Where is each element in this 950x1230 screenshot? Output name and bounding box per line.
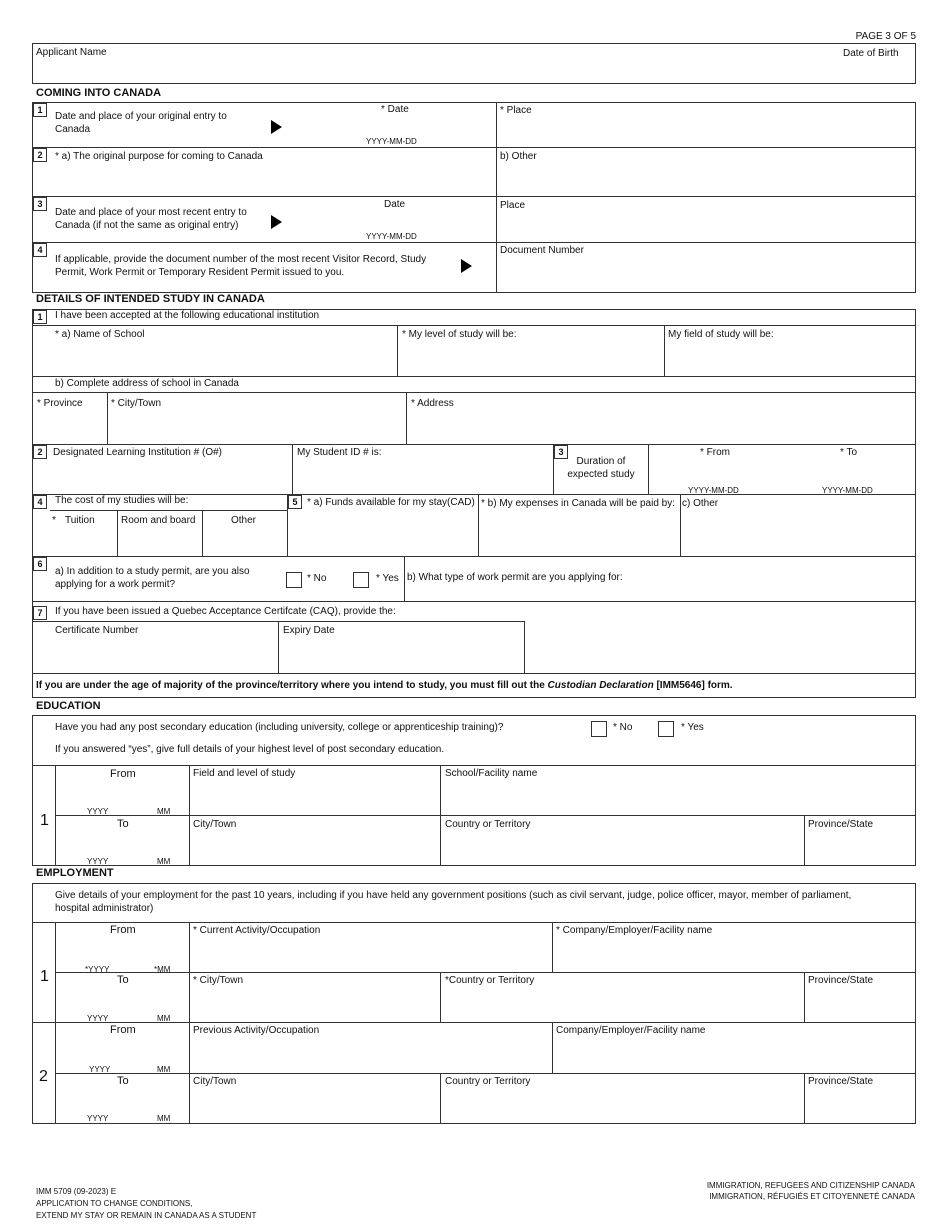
study-q4-number: 4 bbox=[33, 495, 47, 509]
emp2-to-yyyy[interactable]: YYYY bbox=[87, 1114, 109, 1123]
applicant-header-field[interactable] bbox=[32, 43, 916, 84]
emp2-activity-label[interactable]: Previous Activity/Occupation bbox=[193, 1025, 320, 1036]
caq-certificate-label[interactable]: Certificate Number bbox=[55, 625, 139, 636]
section-study-title: DETAILS OF INTENDED STUDY IN CANADA bbox=[36, 293, 265, 305]
emp1-company-label[interactable]: * Company/Employer/Facility name bbox=[556, 925, 713, 936]
applicant-name-label: Applicant Name bbox=[36, 47, 107, 58]
study-q1-label: I have been accepted at the following educational institution bbox=[55, 310, 320, 321]
study-to-format: YYYY-MM-DD bbox=[822, 486, 873, 495]
study-field-label[interactable]: My field of study will be: bbox=[668, 329, 774, 340]
education-yes-label: * Yes bbox=[681, 722, 704, 733]
coming-q3-date-format: YYYY-MM-DD bbox=[366, 232, 417, 241]
edu-from-label: From bbox=[110, 768, 136, 780]
employment-row1-number: 1 bbox=[40, 968, 49, 985]
emp2-from-mm[interactable]: MM bbox=[157, 1065, 171, 1074]
study-q1-number: 1 bbox=[33, 310, 47, 324]
study-from-label[interactable]: * From bbox=[700, 447, 730, 458]
coming-q1-number: 1 bbox=[33, 103, 47, 117]
study-address-heading: b) Complete address of school in Canada bbox=[55, 378, 239, 389]
study-tuition-label[interactable]: Tuition bbox=[65, 515, 95, 526]
edu-country-label[interactable]: Country or Territory bbox=[445, 819, 531, 830]
section-employment-title: EMPLOYMENT bbox=[36, 867, 114, 879]
edu-field-label[interactable]: Field and level of study bbox=[193, 768, 296, 779]
study-other-paid-label[interactable]: c) Other bbox=[682, 498, 719, 509]
study-q6-number: 6 bbox=[33, 557, 47, 571]
emp2-from-label: From bbox=[110, 1024, 136, 1036]
edu-province-label[interactable]: Province/State bbox=[808, 819, 874, 830]
study-school-label[interactable]: * a) Name of School bbox=[55, 329, 145, 340]
education-no-checkbox[interactable] bbox=[591, 721, 607, 737]
education-followup: If you answered “yes”, give full details of your highest level of post secondary education. bbox=[55, 744, 445, 755]
study-q3-number: 3 bbox=[554, 445, 568, 459]
emp1-from-mm[interactable]: *MM bbox=[154, 965, 171, 974]
section-education-title: EDUCATION bbox=[36, 700, 101, 712]
education-question: Have you had any post secondary education (including university, college or apprenticeship training)? bbox=[55, 722, 504, 733]
edu-from-yyyy[interactable]: YYYY bbox=[87, 807, 109, 816]
work-permit-type-label[interactable]: b) What type of work permit are you applying for: bbox=[407, 572, 623, 583]
study-province-label[interactable]: * Province bbox=[37, 398, 83, 409]
coming-q1-date-format: YYYY-MM-DD bbox=[366, 137, 417, 146]
study-q2-number: 2 bbox=[33, 445, 47, 459]
arrow-right-icon bbox=[461, 259, 472, 273]
footer-form-id: IMM 5709 (09-2023) E bbox=[36, 1187, 117, 1196]
caq-expiry-label[interactable]: Expiry Date bbox=[283, 625, 335, 636]
emp2-province-label[interactable]: Province/State bbox=[808, 1076, 874, 1087]
study-room-label[interactable]: Room and board bbox=[121, 515, 196, 526]
tuition-required-star: * bbox=[52, 515, 56, 526]
coming-q1-place-label[interactable]: * Place bbox=[500, 105, 532, 116]
study-dli-label[interactable]: Designated Learning Institution # (O#) bbox=[53, 447, 222, 458]
emp2-to-label: To bbox=[117, 1075, 129, 1087]
emp1-from-yyyy[interactable]: *YYYY bbox=[85, 965, 110, 974]
emp1-to-label: To bbox=[117, 974, 129, 986]
emp1-country-label[interactable]: *Country or Territory bbox=[445, 975, 535, 986]
coming-q3-label: Date and place of your most recent entry to Canada (if not the same as original entry) bbox=[55, 207, 247, 231]
study-q7-number: 7 bbox=[33, 606, 47, 620]
section-coming-title: COMING INTO CANADA bbox=[36, 87, 162, 99]
coming-q4-label: If applicable, provide the document number of the most recent Visitor Record, Study Permit, Work Permit or Temporary Resident Permit issued to you. bbox=[55, 254, 427, 278]
coming-q2-label[interactable]: * a) The original purpose for coming to Canada bbox=[55, 151, 263, 162]
coming-q2-other-label[interactable]: b) Other bbox=[500, 151, 537, 162]
study-address-label[interactable]: * Address bbox=[411, 398, 454, 409]
coming-q1-label: Date and place of your original entry to Canada bbox=[55, 111, 227, 135]
emp1-province-label[interactable]: Province/State bbox=[808, 975, 874, 986]
study-other-cost-label[interactable]: Other bbox=[231, 515, 257, 526]
study-funds-label[interactable]: * a) Funds available for my stay(CAD) bbox=[307, 497, 475, 508]
custodian-note: If you are under the age of majority of the province/territory where you intend to study, you must fill out the Custodian Declaration [IMM5646] form. bbox=[36, 680, 733, 691]
education-yes-checkbox[interactable] bbox=[658, 721, 674, 737]
emp2-from-yyyy[interactable]: YYYY bbox=[89, 1065, 111, 1074]
emp1-from-label: From bbox=[110, 924, 136, 936]
coming-q3-place-label[interactable]: Place bbox=[500, 200, 526, 211]
footer-title-line1: APPLICATION TO CHANGE CONDITIONS, bbox=[36, 1199, 193, 1208]
edu-city-label[interactable]: City/Town bbox=[193, 819, 237, 830]
coming-q2-number: 2 bbox=[33, 148, 47, 162]
footer-title-line2: EXTEND MY STAY OR REMAIN IN CANADA AS A STUDENT bbox=[36, 1211, 257, 1220]
edu-school-label[interactable]: School/Facility name bbox=[445, 768, 538, 779]
work-permit-no-label: * No bbox=[307, 573, 327, 584]
study-caq-label: If you have been issued a Quebec Acceptance Certifcate (CAQ), provide the: bbox=[55, 606, 396, 617]
emp2-country-label[interactable]: Country or Territory bbox=[445, 1076, 531, 1087]
emp1-to-mm[interactable]: MM bbox=[157, 1014, 171, 1023]
coming-q3-number: 3 bbox=[33, 197, 47, 211]
work-permit-no-checkbox[interactable] bbox=[286, 572, 302, 588]
education-table bbox=[32, 715, 916, 866]
study-level-label[interactable]: * My level of study will be: bbox=[402, 329, 517, 340]
footer-dept-fr: IMMIGRATION, RÉFUGIÉS ET CITOYENNETÉ CANADA bbox=[709, 1192, 915, 1201]
coming-q4-number: 4 bbox=[33, 243, 47, 257]
edu-to-mm[interactable]: MM bbox=[157, 857, 171, 866]
study-city-label[interactable]: * City/Town bbox=[111, 398, 162, 409]
study-cost-label: The cost of my studies will be: bbox=[55, 495, 189, 506]
emp1-activity-label[interactable]: * Current Activity/Occupation bbox=[193, 925, 321, 936]
study-q5-number: 5 bbox=[288, 495, 302, 509]
custodian-declaration-link: Custodian Declaration bbox=[547, 680, 654, 691]
arrow-right-icon bbox=[271, 215, 282, 229]
coming-q3-date-label: Date bbox=[384, 199, 406, 210]
study-paid-by-label[interactable]: * b) My expenses in Canada will be paid by: bbox=[481, 498, 675, 509]
coming-q1-date-label: * Date bbox=[381, 104, 409, 115]
study-duration-label: Duration of expected study bbox=[567, 456, 635, 480]
emp1-city-label[interactable]: * City/Town bbox=[193, 975, 244, 986]
employment-row2-number: 2 bbox=[39, 1068, 48, 1085]
emp2-to-mm[interactable]: MM bbox=[157, 1114, 171, 1123]
education-row-number: 1 bbox=[40, 812, 49, 829]
work-permit-yes-label: * Yes bbox=[376, 573, 399, 584]
emp2-company-label[interactable]: Company/Employer/Facility name bbox=[556, 1025, 706, 1036]
education-no-label: * No bbox=[613, 722, 633, 733]
employment-intro: Give details of your employment for the past 10 years, including if you have held any government positions (such as civil servant, judge, police officer, mayor, member of parliament, hospital administrator) bbox=[55, 890, 852, 914]
study-work-permit-question: a) In addition to a study permit, are you also applying for a work permit? bbox=[55, 566, 250, 590]
study-to-label[interactable]: * To bbox=[840, 447, 858, 458]
emp1-to-yyyy[interactable]: YYYY bbox=[87, 1014, 109, 1023]
footer-dept-en: IMMIGRATION, REFUGEES AND CITIZENSHIP CANADA bbox=[706, 1181, 915, 1190]
work-permit-yes-checkbox[interactable] bbox=[353, 572, 369, 588]
arrow-right-icon bbox=[271, 120, 282, 134]
edu-to-yyyy[interactable]: YYYY bbox=[87, 857, 109, 866]
dob-label: Date of Birth bbox=[843, 48, 899, 59]
page-number: PAGE 3 OF 5 bbox=[855, 31, 916, 42]
emp2-city-label[interactable]: City/Town bbox=[193, 1076, 237, 1087]
study-student-id-label[interactable]: My Student ID # is: bbox=[297, 447, 382, 458]
edu-to-label: To bbox=[117, 818, 129, 830]
edu-from-mm[interactable]: MM bbox=[157, 807, 171, 816]
coming-q4-doc-label[interactable]: Document Number bbox=[500, 245, 584, 256]
study-from-format: YYYY-MM-DD bbox=[688, 486, 739, 495]
